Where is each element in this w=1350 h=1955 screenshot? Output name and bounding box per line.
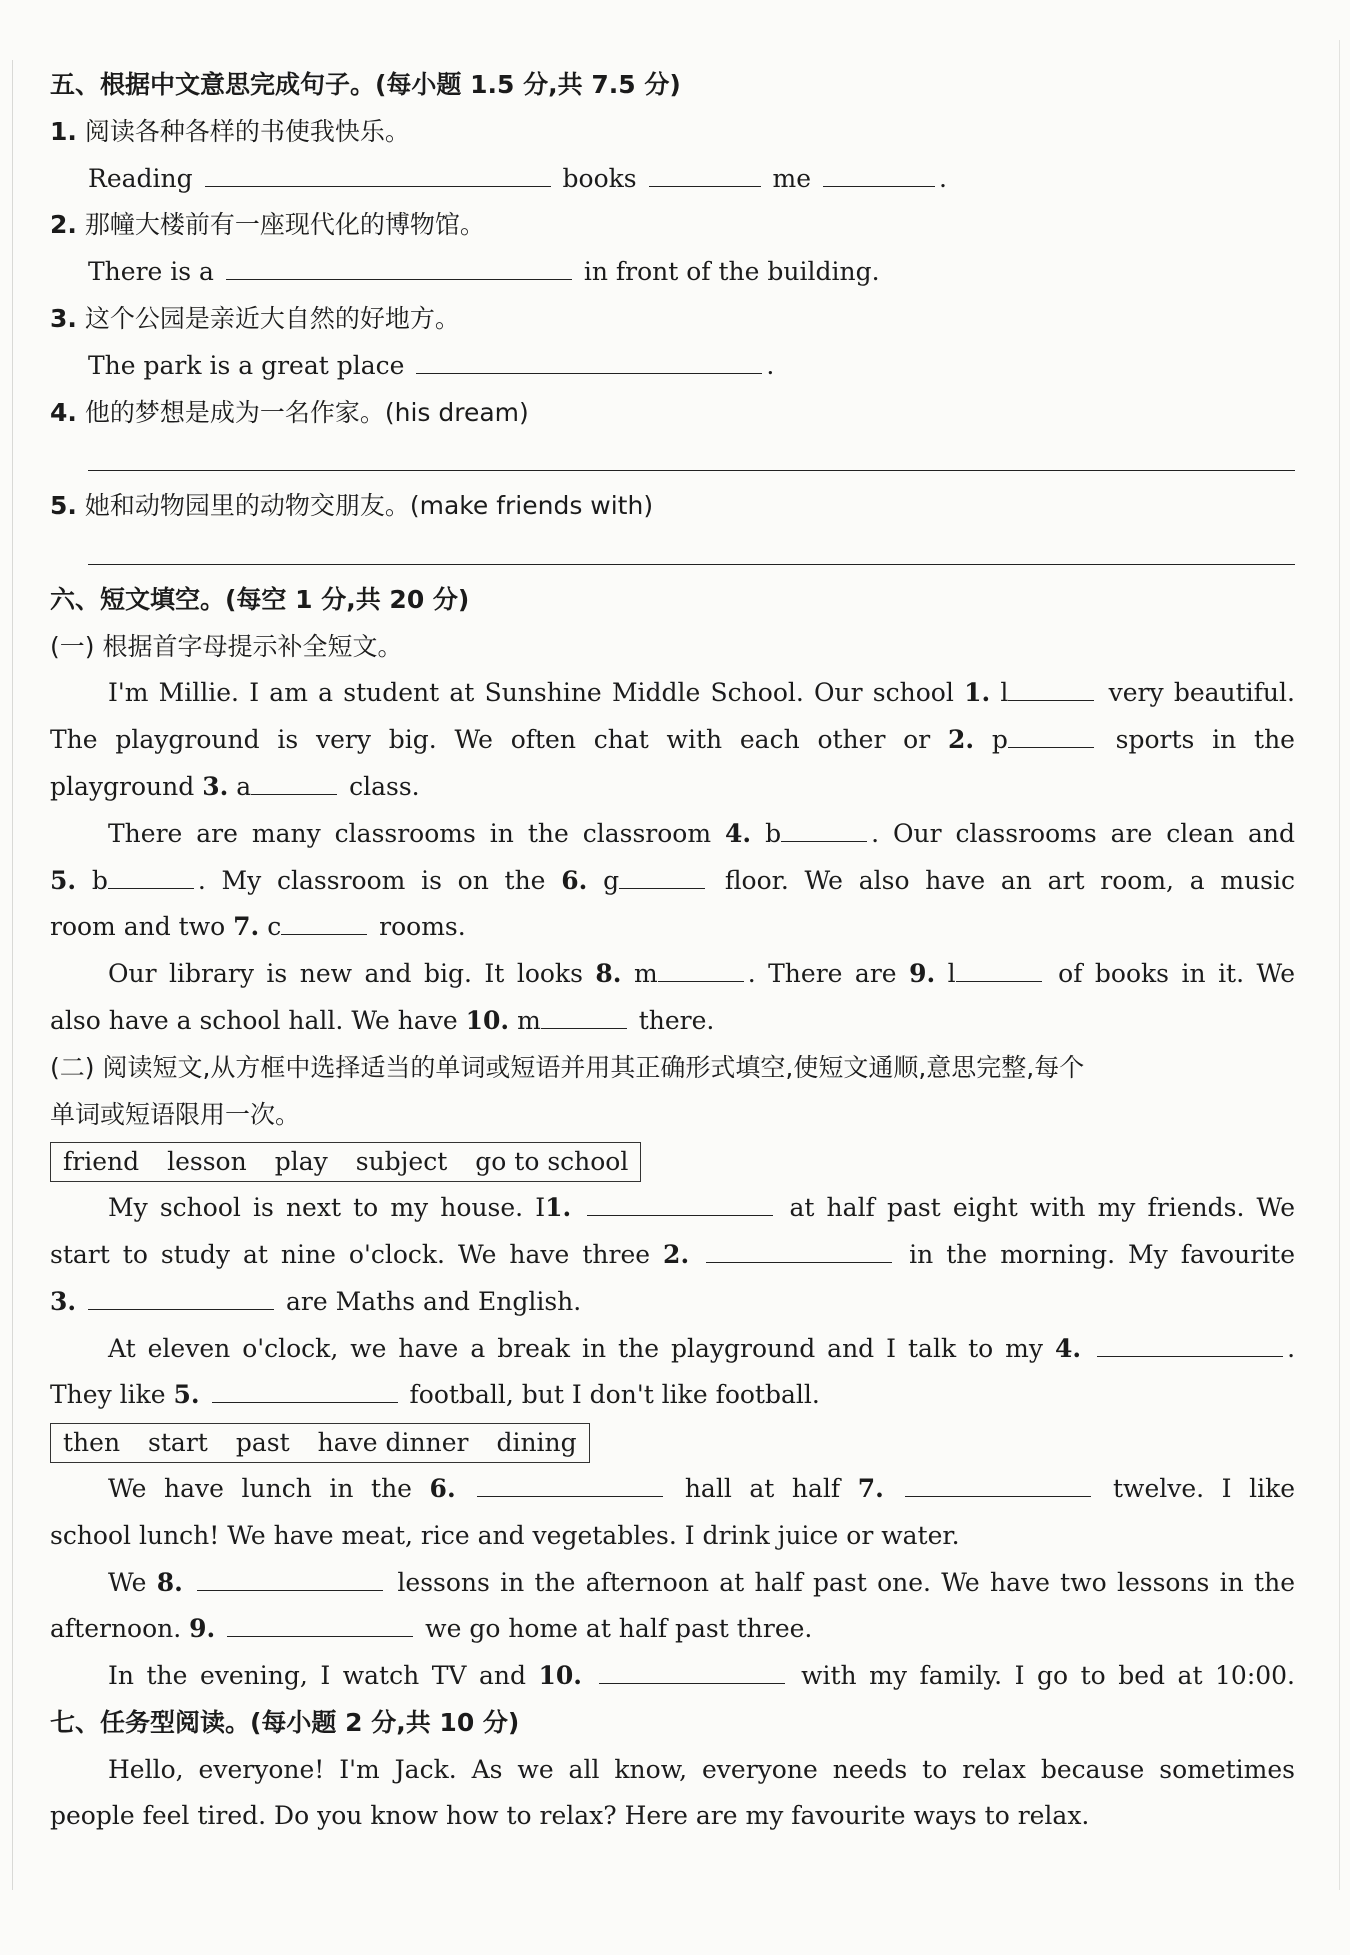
blank-number: 10.	[538, 1661, 583, 1691]
word-box-1-row	[50, 1138, 1295, 1185]
word-option: go to school	[475, 1147, 629, 1177]
answer-blank[interactable]	[226, 249, 572, 280]
answer-rule	[88, 470, 1295, 471]
text: very beautiful.	[1108, 678, 1295, 708]
word-option: dining	[496, 1428, 577, 1458]
text: .	[1287, 1333, 1296, 1363]
text: football, but I don't like football.	[409, 1380, 820, 1410]
passage-4-line	[50, 1279, 1295, 1326]
passage-2-line	[50, 858, 1295, 905]
initial-hint: b	[91, 865, 108, 895]
text: also have a school hall. We have	[50, 1005, 458, 1035]
answer-rule	[88, 564, 1295, 565]
sentence-text: me	[772, 163, 812, 193]
item-number: 4.	[50, 397, 77, 427]
part-2-title-cont: 单词或短语限用一次。	[50, 1099, 301, 1129]
text: afternoon.	[50, 1614, 182, 1644]
answer-blank[interactable]	[477, 1466, 663, 1497]
text: . Our classrooms are clean and	[871, 818, 1296, 848]
blank-number: 4.	[1054, 1333, 1082, 1363]
item-3-english	[50, 343, 1295, 390]
sentence-text: .	[939, 163, 947, 193]
passage-4-line	[50, 1232, 1295, 1279]
answer-blank[interactable]	[416, 343, 762, 374]
answer-blank[interactable]	[706, 1232, 892, 1263]
word-box-2-row	[50, 1419, 1295, 1466]
answer-blank[interactable]	[108, 858, 194, 889]
passage-5-line	[50, 1466, 1295, 1513]
text: of books in it. We	[1058, 959, 1295, 989]
blank-number: 6.	[561, 865, 588, 895]
answer-blank[interactable]	[88, 1279, 274, 1310]
answer-blank[interactable]	[197, 1560, 383, 1591]
answer-blank[interactable]	[956, 951, 1042, 982]
text: I'm Millie. I am a student at Sunshine Middle School. Our school	[108, 678, 954, 708]
passage-3-line	[50, 951, 1295, 998]
text: are Maths and English.	[286, 1286, 582, 1316]
text: We	[108, 1567, 147, 1597]
item-5-chinese	[50, 483, 1295, 530]
passage-1-line	[50, 670, 1295, 717]
word-option: friend	[63, 1147, 140, 1177]
word-option: play	[274, 1147, 328, 1177]
text: Our library is new and big. It looks	[108, 959, 583, 989]
text: There are many classrooms in the classroom	[108, 818, 712, 848]
initial-hint: l	[947, 959, 956, 989]
passage-5-line: school lunch! We have meat, rice and vegetables. I drink juice or water.	[50, 1520, 960, 1550]
initial-hint: g	[603, 865, 620, 895]
passage-5-line	[50, 1653, 1295, 1700]
word-option: lesson	[167, 1147, 247, 1177]
item-2-chinese	[50, 202, 1295, 249]
blank-number: 1.	[964, 678, 991, 708]
item-text: 这个公园是亲近大自然的好地方。	[84, 303, 460, 333]
text: twelve. I like	[1113, 1473, 1296, 1503]
answer-blank[interactable]	[1008, 670, 1094, 701]
sentence-text: in front of the building.	[583, 257, 880, 287]
item-5-answer-line[interactable]	[50, 530, 1295, 577]
item-number: 1.	[50, 116, 77, 146]
blank-number: 7.	[857, 1473, 884, 1503]
section-7-heading: 七、任务型阅读。(每小题 2 分,共 10 分)	[50, 1707, 520, 1737]
blank-number: 3.	[50, 1286, 77, 1316]
worksheet	[50, 62, 1295, 1840]
blank-number: 8.	[156, 1567, 183, 1597]
section-5-heading: 五、根据中文意思完成句子。(每小题 1.5 分,共 7.5 分)	[50, 70, 681, 99]
blank-number: 6.	[429, 1473, 456, 1503]
item-3-chinese	[50, 296, 1295, 343]
answer-blank[interactable]	[227, 1606, 413, 1637]
item-4-chinese	[50, 390, 1295, 437]
answer-blank[interactable]	[251, 764, 337, 795]
passage-3-line	[50, 998, 1295, 1045]
answer-blank[interactable]	[599, 1653, 785, 1684]
answer-blank[interactable]	[619, 858, 705, 889]
sentence-text: There is a	[88, 257, 214, 287]
passage-6-line: Hello, everyone! I'm Jack. As we all know, everyone needs to relax because sometimes	[108, 1754, 1295, 1784]
answer-blank[interactable]	[587, 1185, 773, 1216]
item-text: 阅读各种各样的书使我快乐。	[84, 116, 410, 146]
passage-5-line	[50, 1560, 1295, 1607]
item-text: 那幢大楼前有一座现代化的博物馆。	[84, 210, 485, 240]
item-number: 2.	[50, 210, 77, 240]
answer-blank[interactable]	[658, 951, 744, 982]
answer-blank[interactable]	[1097, 1326, 1283, 1357]
passage-1-line	[50, 717, 1295, 764]
initial-hint: p	[991, 725, 1008, 755]
passage-4-line	[50, 1372, 1295, 1419]
blank-number: 2.	[947, 725, 975, 755]
answer-blank[interactable]	[1008, 717, 1094, 748]
text: we go home at half past three.	[425, 1614, 813, 1644]
page-edge-left	[12, 60, 13, 1890]
passage-2-line	[50, 904, 1295, 951]
text: They like	[50, 1380, 166, 1410]
section-6-heading: 六、短文填空。(每空 1 分,共 20 分)	[50, 584, 470, 614]
text: . My classroom is on the	[197, 865, 546, 895]
text: class.	[349, 771, 420, 801]
text: My school is next to my house. I	[108, 1193, 546, 1223]
answer-blank[interactable]	[781, 811, 867, 842]
text: floor. We also have an art room, a music	[724, 865, 1296, 895]
item-text: 她和动物园里的动物交朋友。(make friends with)	[84, 491, 654, 521]
sentence-text: Reading	[88, 163, 193, 193]
text: in the morning. My favourite	[909, 1239, 1295, 1269]
item-text: 他的梦想是成为一名作家。(his dream)	[84, 397, 529, 427]
initial-hint: m	[517, 1005, 541, 1035]
text: . There are	[747, 959, 897, 989]
answer-blank[interactable]	[212, 1372, 398, 1403]
initial-hint: c	[267, 912, 282, 942]
passage-5-line	[50, 1606, 1295, 1653]
blank-number: 9.	[189, 1614, 216, 1644]
text: playground	[50, 771, 195, 801]
initial-hint: m	[633, 959, 658, 989]
passage-6-line: people feel tired. Do you know how to relax? Here are my favourite ways to relax.	[50, 1801, 1090, 1831]
sentence-text: books	[562, 163, 637, 193]
item-number: 5.	[50, 491, 77, 521]
text: At eleven o'clock, we have a break in the playground and I talk to my	[108, 1333, 1043, 1363]
blank-number: 2.	[663, 1239, 690, 1269]
initial-hint: b	[765, 818, 782, 848]
initial-hint: l	[1000, 678, 1009, 708]
blank-number: 5.	[50, 865, 77, 895]
blank-number: 9.	[909, 959, 936, 989]
part-2-title: (二) 阅读短文,从方框中选择适当的单词或短语并用其正确形式填空,使短文通顺,意思完整,每个	[50, 1052, 1085, 1082]
sentence-text: The park is a great place	[88, 350, 405, 380]
blank-number: 10.	[465, 1005, 510, 1035]
answer-blank[interactable]	[281, 904, 367, 935]
initial-hint: a	[236, 771, 252, 801]
page-edge-right	[1339, 40, 1340, 1890]
blank-number: 8.	[595, 959, 622, 989]
blank-number: 4.	[725, 818, 752, 848]
blank-number: 5.	[173, 1380, 200, 1410]
word-option: have dinner	[317, 1428, 469, 1458]
word-option: past	[235, 1428, 290, 1458]
item-4-answer-line[interactable]	[50, 436, 1295, 483]
answer-blank[interactable]	[649, 156, 761, 187]
text: with my family. I go to bed at 10:00.	[801, 1661, 1296, 1691]
sentence-text: .	[766, 350, 775, 380]
word-option: subject	[355, 1147, 448, 1177]
text: room and two	[50, 912, 226, 942]
text: lessons in the afternoon at half past one. We have two lessons in the	[397, 1567, 1295, 1597]
text: We have lunch in the	[108, 1473, 412, 1503]
passage-4-line	[50, 1185, 1295, 1232]
answer-blank[interactable]	[905, 1466, 1091, 1497]
passage-1-line	[50, 764, 1295, 811]
blank-number: 1.	[545, 1193, 572, 1223]
part-1-title: (一) 根据首字母提示补全短文。	[50, 631, 403, 661]
text: The playground is very big. We often chat with each other or	[50, 725, 931, 755]
answer-blank[interactable]	[205, 156, 551, 187]
text: there.	[638, 1005, 715, 1035]
blank-number: 7.	[233, 912, 260, 942]
blank-number: 3.	[202, 771, 229, 801]
answer-blank[interactable]	[541, 998, 627, 1029]
text: start to study at nine o'clock. We have three	[50, 1239, 651, 1269]
passage-2-line	[50, 811, 1295, 858]
word-box-1	[50, 1142, 641, 1182]
item-1-english	[50, 156, 1295, 203]
text: In the evening, I watch TV and	[108, 1661, 526, 1691]
item-2-english	[50, 249, 1295, 296]
item-number: 3.	[50, 303, 77, 333]
passage-4-line	[50, 1326, 1295, 1373]
word-option: start	[148, 1428, 208, 1458]
text: at half past eight with my friends. We	[789, 1193, 1295, 1223]
text: sports in the	[1115, 725, 1295, 755]
word-option: then	[63, 1428, 121, 1458]
text: rooms.	[379, 912, 466, 942]
item-1-chinese	[50, 109, 1295, 156]
answer-blank[interactable]	[823, 156, 935, 187]
text: hall at half	[684, 1473, 841, 1503]
word-box-2	[50, 1423, 590, 1463]
